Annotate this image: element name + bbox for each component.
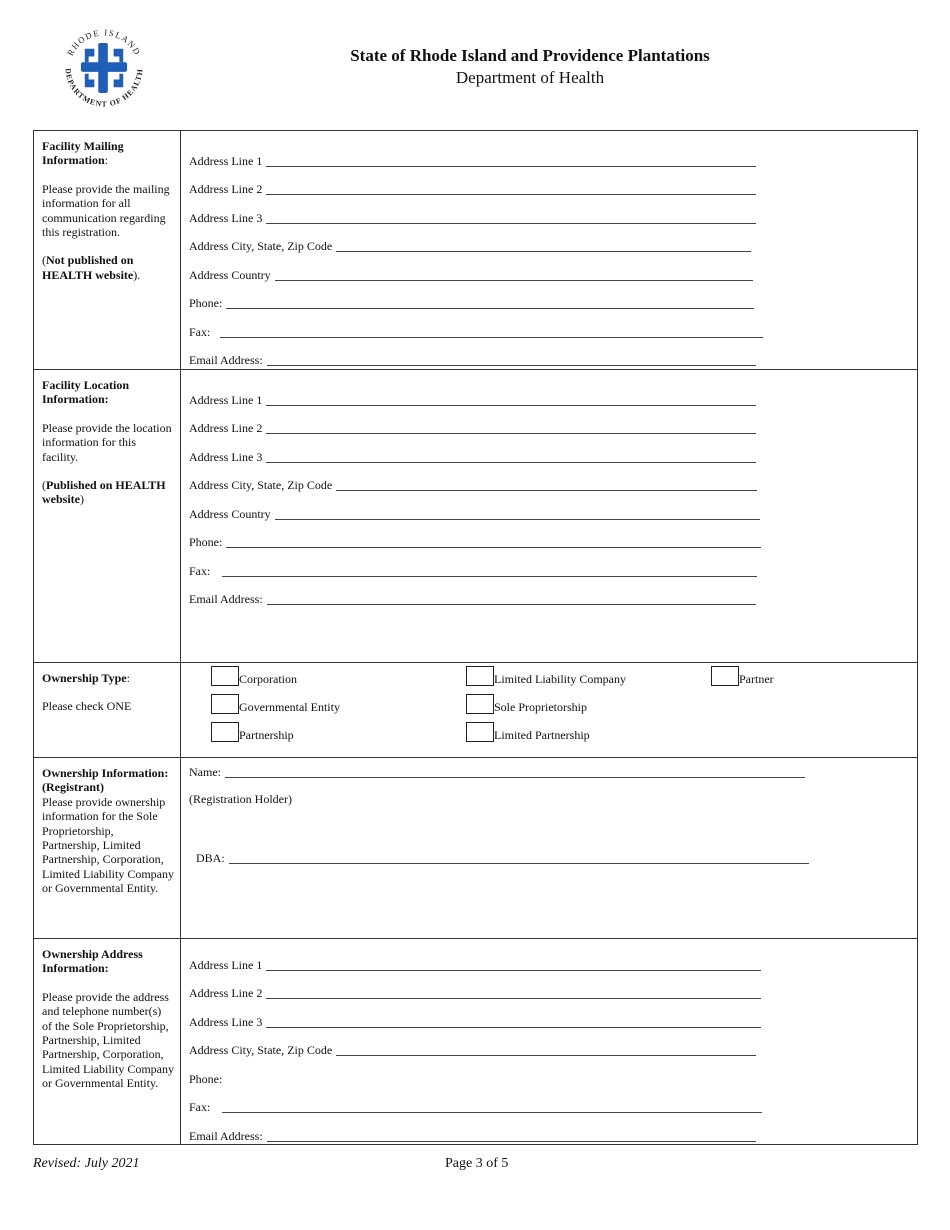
owner-fax[interactable]: [189, 1087, 917, 1116]
mailing-country[interactable]: [189, 254, 917, 283]
checkbox-label: Governmental Entity: [239, 700, 340, 714]
field-label: Address Country: [189, 267, 271, 282]
checkbox-limited-partnership[interactable]: [466, 722, 590, 742]
location-note-open: (: [42, 478, 46, 493]
checkbox-label: Partner: [739, 672, 774, 686]
location-phone[interactable]: [189, 522, 917, 551]
field-label: Email Address:: [189, 592, 263, 606]
field-label: Address Line 1: [189, 957, 263, 972]
owner-name-note: [189, 780, 917, 807]
owner-address-line-1[interactable]: [189, 944, 917, 973]
owner-city-state-zip[interactable]: [189, 1030, 917, 1059]
checkbox-label: Limited Partnership: [494, 728, 590, 742]
checkbox-partnership[interactable]: [211, 722, 294, 742]
mailing-description: Please provide the mailing information for all communication regarding this registration.: [42, 181, 170, 240]
owner-phone[interactable]: [189, 1058, 917, 1087]
field-label: Phone:: [189, 1071, 223, 1086]
checkbox-label: Corporation: [239, 672, 297, 686]
owner-address-line-3[interactable]: [189, 1001, 917, 1030]
header-title: State of Rhode Island and Providence Plantations: [350, 46, 710, 65]
field-note: (Registration Holder): [189, 792, 292, 806]
location-city-state-zip[interactable]: [189, 465, 917, 494]
checkbox-box[interactable]: [211, 694, 239, 714]
ownership-type-options-cell: [181, 663, 918, 758]
field-label: Email Address:: [189, 1128, 263, 1143]
ownership-type-instruction: Please check ONE: [42, 699, 132, 714]
checkbox-sole-proprietorship[interactable]: [466, 694, 587, 714]
mailing-label-cell: [34, 131, 181, 370]
ownership-type-label-cell: [34, 663, 181, 758]
checkbox-label: Limited Liability Company: [494, 672, 626, 686]
revision-date: Revised: July 2021: [33, 1156, 140, 1171]
field-label: Phone:: [189, 535, 223, 549]
location-address-line-3[interactable]: [189, 436, 917, 465]
checkbox-box[interactable]: [211, 666, 239, 686]
mailing-title-suffix: :: [104, 153, 109, 168]
field-label: Address Line 2: [189, 182, 263, 196]
checkbox-box[interactable]: [211, 722, 239, 742]
field-label: Address Line 1: [189, 153, 263, 168]
field-label: Name:: [189, 765, 221, 779]
seal-top-text: RHODE ISLAND: [64, 27, 144, 58]
location-country[interactable]: [189, 493, 917, 522]
location-address-line-1[interactable]: [189, 379, 917, 408]
field-label: Address Country: [189, 506, 271, 521]
ownership-info-description: Please provide ownership information for the Sole Proprietorship, Partnership, Limited Partnership, Corporation, Limited Liability Company or Governmental Entity.: [42, 794, 174, 896]
ownership-info-label-cell: [34, 758, 181, 939]
checkbox-llc[interactable]: [466, 666, 626, 686]
ownership-address-title: Ownership Address Information:: [42, 947, 143, 976]
ownership-type-section: [34, 663, 918, 758]
location-fax[interactable]: [189, 550, 917, 579]
checkbox-box[interactable]: [466, 666, 494, 686]
checkbox-partner[interactable]: [711, 666, 774, 686]
location-note-close: ): [80, 492, 84, 507]
field-label: Fax:: [189, 1100, 211, 1114]
ownership-address-description: Please provide the address and telephone number(s) of the Sole Proprietorship, Partnership, Limited Partnership, Corporation, Limited Liability Company or Governmental Entity.: [42, 989, 174, 1091]
checkbox-box[interactable]: [711, 666, 739, 686]
field-label: Fax:: [189, 563, 211, 578]
mailing-note-close: ).: [133, 267, 141, 282]
registration-form-table: [33, 130, 918, 1145]
header-subtitle: Department of Health: [455, 68, 605, 87]
field-label: Fax:: [189, 324, 211, 339]
mailing-fax[interactable]: [189, 311, 917, 340]
mailing-fields-cell: [181, 131, 918, 370]
checkbox-governmental-entity[interactable]: [211, 694, 340, 714]
ownership-info-section: [34, 758, 918, 939]
field-label: Address Line 3: [189, 449, 263, 464]
ownership-info-fields-cell: [181, 758, 918, 939]
mailing-address-line-2[interactable]: [189, 169, 917, 198]
owner-address-line-2[interactable]: [189, 973, 917, 1002]
location-note: Published on HEALTH website: [42, 478, 166, 507]
ownership-type-title: Ownership Type: [42, 671, 127, 685]
location-section: [34, 370, 918, 663]
location-fields-cell: [181, 370, 918, 663]
location-email[interactable]: [189, 579, 917, 608]
field-label: Address Line 3: [189, 1014, 263, 1029]
checkbox-label: Sole Proprietorship: [494, 700, 587, 714]
ownership-type-title-suffix: :: [126, 671, 130, 685]
location-description: Please provide the location information for this facility.: [42, 420, 172, 464]
field-label: Email Address:: [189, 353, 263, 367]
checkbox-corporation[interactable]: [211, 666, 297, 686]
location-label-cell: [34, 370, 181, 663]
ownership-address-label-cell: [34, 939, 181, 1145]
ownership-address-fields-cell: [181, 939, 918, 1145]
field-label: Address Line 1: [189, 392, 263, 407]
field-label: Address City, State, Zip Code: [189, 239, 333, 253]
mailing-section: [34, 131, 918, 370]
field-label: Address City, State, Zip Code: [189, 1043, 333, 1057]
field-label: Phone:: [189, 296, 223, 310]
checkbox-label: Partnership: [239, 728, 294, 742]
mailing-email[interactable]: [189, 340, 917, 369]
seal-emblem-icon: [81, 43, 127, 93]
field-label: Address Line 2: [189, 986, 263, 1000]
owner-email[interactable]: [189, 1115, 917, 1144]
location-address-line-2[interactable]: [189, 408, 917, 437]
seal-bottom-text: DEPARTMENT OF HEALTH: [63, 67, 145, 109]
page-number: Page 3 of 5: [445, 1156, 509, 1171]
field-label: DBA:: [196, 851, 225, 865]
owner-name-field[interactable]: [189, 760, 917, 780]
ownership-info-title: Ownership Information: (Registrant): [42, 766, 169, 795]
mailing-phone[interactable]: [189, 283, 917, 312]
field-label: Address City, State, Zip Code: [189, 478, 333, 492]
mailing-city-state-zip[interactable]: [189, 226, 917, 255]
owner-dba-field[interactable]: [189, 807, 917, 866]
mailing-address-line-1[interactable]: [189, 140, 917, 169]
checkbox-box[interactable]: [466, 694, 494, 714]
department-of-health-seal: [56, 20, 152, 116]
field-label: Address Line 2: [189, 421, 263, 435]
mailing-address-line-3[interactable]: [189, 197, 917, 226]
checkbox-box[interactable]: [466, 722, 494, 742]
ownership-address-section: [34, 939, 918, 1145]
mailing-note-open: (: [42, 253, 46, 268]
mailing-title: Facility Mailing Information: [42, 139, 124, 168]
location-title: Facility Location Information:: [42, 378, 129, 407]
field-label: Address Line 3: [189, 210, 263, 225]
mailing-note: Not published on HEALTH website: [42, 253, 134, 282]
